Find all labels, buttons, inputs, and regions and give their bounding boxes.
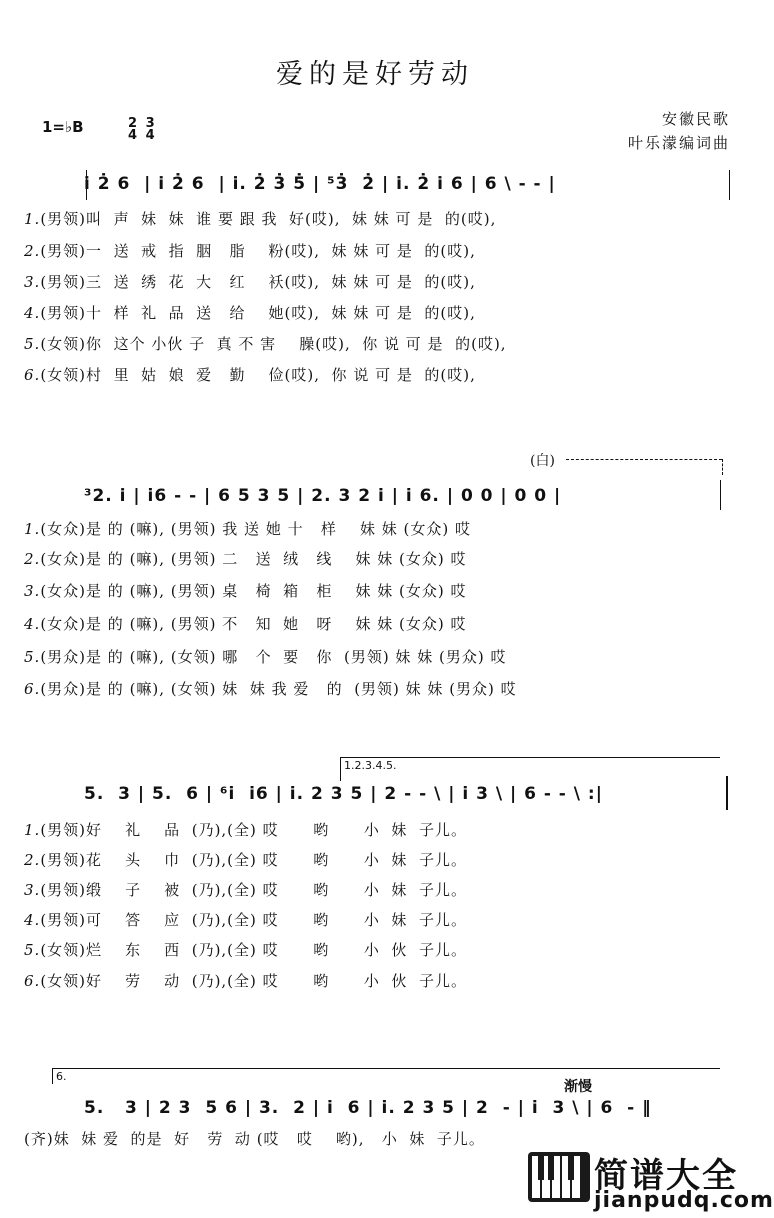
lyric-line: 6.(女领)村 里 姑 娘 爱 勤 俭(哎), 你 说 可 是 的(哎), (24, 366, 476, 384)
key-signature: 1=♭B (42, 118, 84, 136)
lyric-line: 6.(男众)是 的 (嘛), (女领) 妹 妹 我 爱 的 (男领) 妹 妹 (男众) 哎 (24, 680, 517, 698)
credit-arranger: 叶乐濛编词曲 (627, 134, 730, 152)
lyric-line: 1.(男领)叫 声 妹 妹 谁 要 跟 我 好(哎), 妹 妹 可 是 的(哎), (24, 210, 497, 228)
lyric-line: 1.(男领)好 礼 品 (乃),(全) 哎 哟 小 妹 子儿。 (24, 821, 467, 839)
time-signature (128, 118, 155, 142)
meter-b-top: 3 (145, 116, 155, 131)
notation-row-1: i̇ 2̇ 6 | i̇ 2̇ 6 | i̇. 2̇ 3̇ 5̇ | ⁵3̇ 2̇ | i̇. 2̇ i̇ 6 | 6 \ - - | (84, 174, 556, 194)
lyric-line: 2.(女众)是 的 (嘛), (男领) 二 送 绒 线 妹 妹 (女众) 哎 (24, 550, 467, 568)
volta-bracket-start (52, 1068, 53, 1084)
credit-origin: 安徽民歌 (661, 110, 730, 128)
lyric-line: 4.(男领)可 答 应 (乃),(全) 哎 哟 小 妹 子儿。 (24, 911, 467, 929)
volta-label: 1.2.3.4.5. (344, 759, 397, 772)
lyric-line: 5.(女领)烂 东 西 (乃),(全) 哎 哟 小 伙 子儿。 (24, 941, 467, 959)
lyric-line: 2.(男领)一 送 戒 指 胭 脂 粉(哎), 妹 妹 可 是 的(哎), (24, 242, 476, 260)
notation-row-2: ³2. i̇ | i6 - - | 6 5 3 5 | 2. 3 2 i | i 6. | 0 0 | 0 0 | (84, 486, 562, 506)
spoken-bracket (566, 459, 722, 460)
volta-bracket (52, 1068, 720, 1069)
song-title: 爱的是好劳动 (276, 59, 474, 90)
lyric-line: 1.(女众)是 的 (嘛), (男领) 我 送 她 十 样 妹 妹 (女众) 哎 (24, 520, 471, 538)
volta-bracket-start (340, 757, 341, 781)
notation-row-3: 5. 3 | 5. 6 | ⁶i i6 | i. 2 3 5 | 2 - - \ | i 3 \ | 6 - - \ :| (84, 784, 603, 804)
lyric-line: 2.(男领)花 头 巾 (乃),(全) 哎 哟 小 妹 子儿。 (24, 851, 467, 869)
lyric-line: 3.(男领)三 送 绣 花 大 红 袄(哎), 妹 妹 可 是 的(哎), (24, 273, 476, 291)
lyric-line: (齐)妹 妹 爱 的是 好 劳 动 (哎 哎 哟), 小 妹 子儿。 (24, 1130, 485, 1148)
volta-bracket (340, 757, 720, 758)
meter-a-top: 2 (128, 116, 138, 131)
volta-label: 6. (56, 1070, 67, 1083)
lyric-line: 3.(男领)缎 子 被 (乃),(全) 哎 哟 小 妹 子儿。 (24, 881, 467, 899)
watermark-url: jianpudq.com (594, 1188, 774, 1213)
lyric-line: 6.(女领)好 劳 动 (乃),(全) 哎 哟 小 伙 子儿。 (24, 972, 467, 990)
lyric-line: 3.(女众)是 的 (嘛), (男领) 桌 椅 箱 柜 妹 妹 (女众) 哎 (24, 582, 467, 600)
notation-row-4: 5. 3 | 2 3 5 6 | 3. 2 | i 6 | i. 2 3 5 | 2 - | i 3 \ | 6 - ‖ (84, 1098, 652, 1118)
lyric-line: 5.(男众)是 的 (嘛), (女领) 哪 个 要 你 (男领) 妹 妹 (男众) 哎 (24, 648, 507, 666)
lyric-line: 4.(女众)是 的 (嘛), (男领) 不 知 她 呀 妹 妹 (女众) 哎 (24, 615, 467, 633)
spoken-marker: (白) (530, 453, 555, 469)
spoken-bracket-end (722, 459, 723, 475)
piano-logo-icon (528, 1152, 590, 1202)
meter-b-bottom: 4 (145, 128, 155, 143)
watermark-title: 简谱大全 (594, 1156, 738, 1196)
tempo-marking: 渐慢 (564, 1079, 592, 1095)
lyric-line: 5.(女领)你 这个 小伙 子 真 不 害 臊(哎), 你 说 可 是 的(哎), (24, 335, 507, 353)
lyric-line: 4.(男领)十 样 礼 品 送 给 她(哎), 妹 妹 可 是 的(哎), (24, 304, 476, 322)
meter-a-bottom: 4 (128, 128, 138, 143)
